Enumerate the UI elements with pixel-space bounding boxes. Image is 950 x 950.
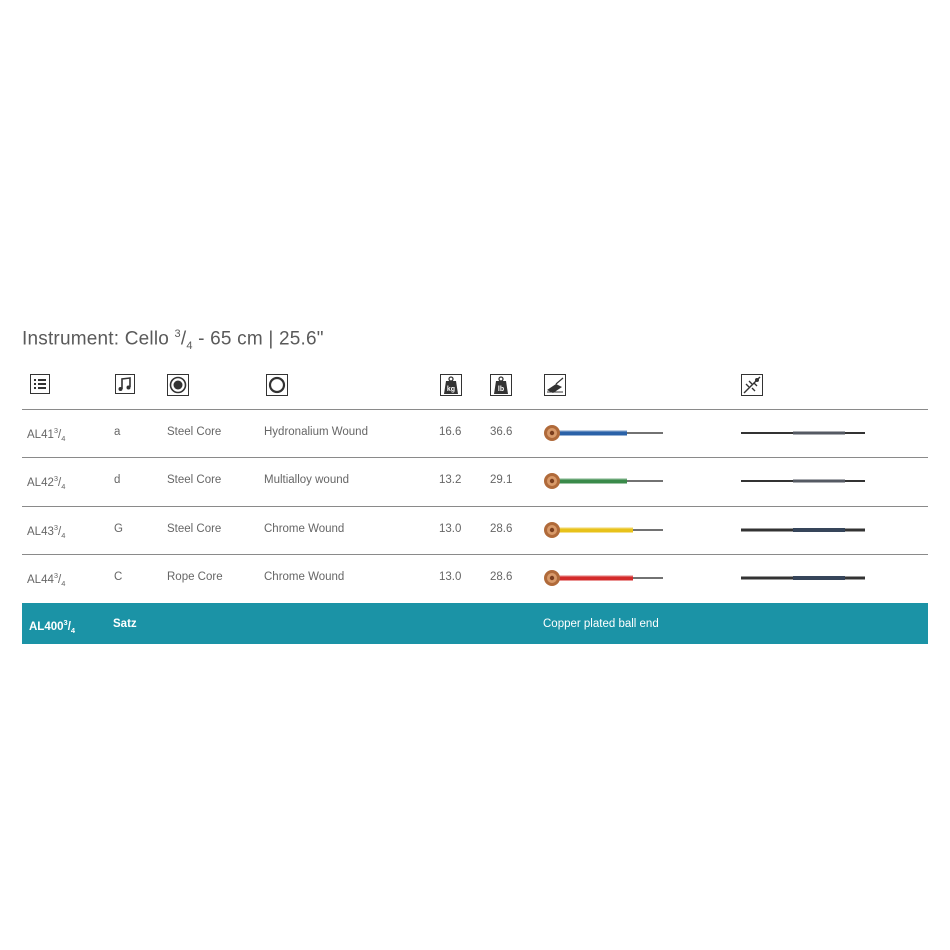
table-row-divider (22, 457, 928, 458)
string-note: G (114, 523, 123, 535)
kg-icon (440, 374, 462, 396)
string-tension-lb: 36.6 (490, 426, 513, 438)
string-winding: Multialloy wound (264, 474, 350, 486)
set-footer-row (22, 603, 928, 644)
ball-end-string-image (541, 567, 666, 589)
set-label: Satz (113, 618, 137, 630)
string-core: Rope Core (167, 571, 223, 583)
svg-text:kg: kg (446, 386, 456, 393)
set-code: $AL400^3/_4$ (29, 618, 76, 636)
string-wrap-image (741, 428, 867, 438)
svg-text:lb: lb (497, 386, 505, 393)
string-code: $AL42^3/_4$ (27, 474, 66, 492)
string-note: a (114, 426, 121, 438)
string-tension-kg: 13.0 (439, 571, 462, 583)
string-core: Steel Core (167, 523, 222, 535)
string-wrap-icon (741, 374, 763, 396)
string-tension-kg: 13.2 (439, 474, 462, 486)
string-winding: Hydronalium Wound (264, 426, 368, 438)
table-row-divider (22, 409, 928, 410)
winding-icon (266, 374, 288, 396)
lb-icon (490, 374, 512, 396)
string-core: Steel Core (167, 426, 222, 438)
string-tension-lb: 28.6 (490, 571, 513, 583)
string-wrap-image (741, 525, 867, 535)
table-row-divider (22, 506, 928, 507)
string-tension-kg: 16.6 (439, 426, 462, 438)
core-icon (167, 374, 189, 396)
string-wrap-image (741, 573, 867, 583)
page-title: Instrument: Cello $^3/_4 - 65$ cm | 25.6" (22, 328, 324, 353)
string-core: Steel Core (167, 474, 222, 486)
ball-end-string-image (541, 422, 666, 444)
string-winding: Chrome Wound (264, 571, 345, 583)
string-tension-kg: 13.0 (439, 523, 462, 535)
ball-end-string-image (541, 470, 666, 492)
table-row-divider (22, 554, 928, 555)
set-note: Copper plated ball end (543, 618, 659, 630)
string-code: $AL44^3/_4$ (27, 571, 66, 589)
string-note: C (114, 571, 123, 583)
string-tension-lb: 28.6 (490, 523, 513, 535)
string-tension-lb: 29.1 (490, 474, 513, 486)
string-note: d (114, 474, 121, 486)
string-code: $AL43^3/_4$ (27, 523, 66, 541)
string-code: $AL41^3/_4$ (27, 426, 66, 444)
list-icon (30, 374, 52, 396)
ball-end-string-image (541, 519, 666, 541)
ball-end-icon (544, 374, 566, 396)
string-winding: Chrome Wound (264, 523, 345, 535)
music-note-icon (115, 374, 137, 396)
string-wrap-image (741, 476, 867, 486)
